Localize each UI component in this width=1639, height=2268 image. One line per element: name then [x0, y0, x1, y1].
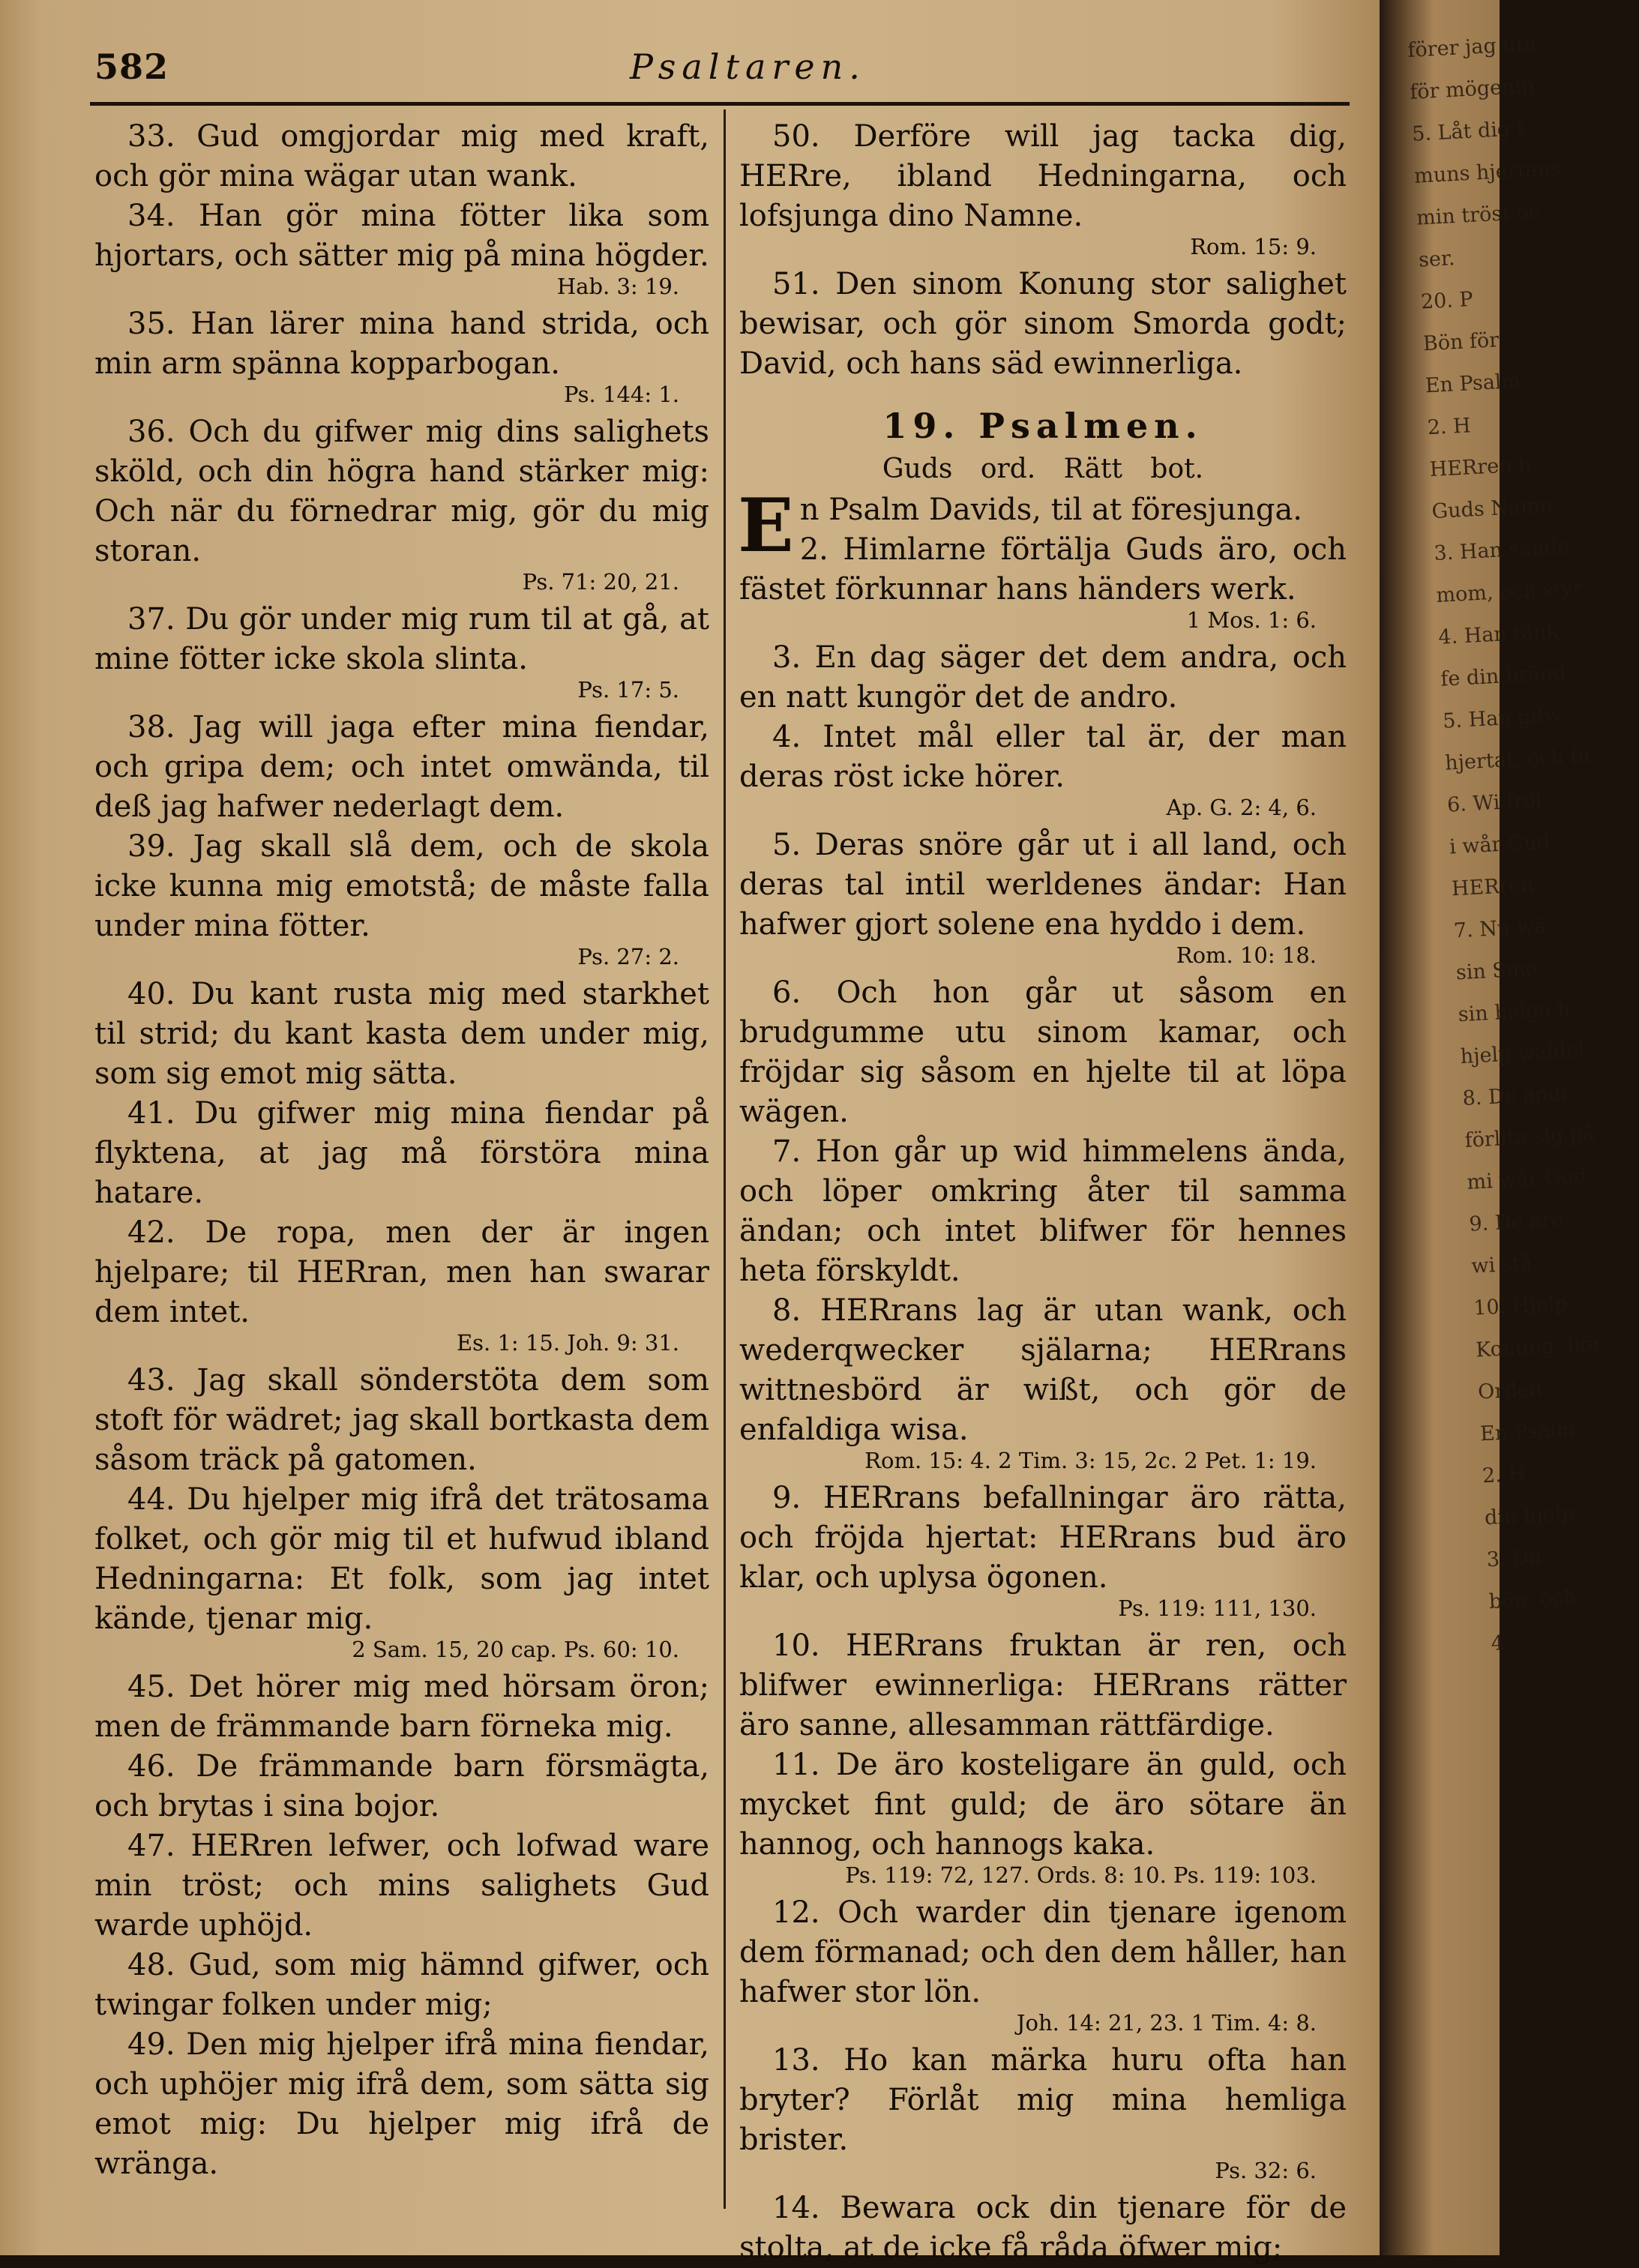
psalm-intro — [738, 483, 1347, 2268]
page-number: 582 — [94, 46, 169, 87]
adjacent-page-fragment: hjertat, och fu — [1444, 744, 1592, 775]
verse: 35. Han lärer mina hand strida, och min arm spänna kopparbogan. — [94, 307, 709, 381]
cross-reference: Ps. 119: 72, 127. Ords. 8: 10. Ps. 119: 103. — [845, 1862, 1317, 1888]
psalm-subtitle-left: Guds ord. — [882, 454, 1036, 484]
cross-reference: Ap. G. 2: 4, 6. — [1166, 795, 1317, 820]
verse: 3. En dag säger det dem andra, och en natt kungör det de andro. — [739, 640, 1347, 715]
left-column — [94, 117, 709, 2209]
verse: 9. HERrans befallningar äro rätta, och fröjda hjertat: HERrans bud äro klar, och uplysa ögonen. — [739, 1481, 1347, 1595]
verse: 48. Gud, som mig hämnd gifwer, och twingar folken under mig; — [94, 1948, 709, 2022]
verse: 47. HERren lefwer, och lofwad ware min tröst; och mins salighets Gud warde uphöjd. — [94, 1829, 709, 1943]
adjacent-page-fragment: fe din bränd — [1440, 661, 1567, 691]
running-title: Psaltaren. — [630, 46, 866, 87]
verse: 51. Den sinom Konung stor salighet bewisar, och gör sinom Smorda godt; David, och hans säd ewinnerliga. — [739, 267, 1347, 381]
adjacent-page-fragment: mom, och styr — [1435, 576, 1583, 607]
page-header — [90, 43, 1350, 97]
adjacent-page-fragment: HERren h — [1428, 453, 1533, 482]
adjacent-page-fragment: 4 — [1490, 1631, 1505, 1656]
psalm-subtitle-right: Rätt bot. — [1063, 454, 1204, 484]
psalm-19-verses — [739, 530, 1347, 2268]
psalm-18-ending — [739, 117, 1347, 384]
adjacent-page-fragment: 4. Han tänk — [1437, 619, 1560, 649]
cross-reference: Es. 1: 15. Joh. 9: 31. — [456, 1330, 679, 1356]
verse: 40. Du kant rusta mig med starkhet til strid; du kant kasta dem under mig, som sig emot mig sätta. — [94, 977, 709, 1091]
verse: 49. Den mig hjelper ifrå mina fiendar, och uphöjer mig ifrå dem, som sätta sig emot mig: Du hjelper mig ifrå de wränga. — [94, 2027, 709, 2181]
verse: 2. Himlarne förtälja Guds äro, och fästet förkunnar hans händers werk. — [739, 532, 1347, 607]
verse: 45. Det hörer mig med hörsam öron; men de främmande barn förneka mig. — [94, 1670, 709, 1744]
adjacent-page-fragment: bön, och — [1488, 1586, 1578, 1614]
verse: 7. Hon går up wid himmelens ända, och löper omkring åter til samma ändan; och intet blifwer för hennes heta förskyldt. — [739, 1134, 1347, 1288]
verse: 43. Jag skall sönderstöta dem som stoft för wädret; jag skall bortkasta dem såsom träck på gatomen. — [94, 1363, 709, 1477]
adjacent-page-fragment: sin Smo — [1455, 957, 1539, 985]
adjacent-page-fragment: 2. H — [1427, 414, 1472, 440]
cross-reference: Ps. 71: 20, 21. — [522, 569, 679, 595]
adjacent-page-fragment: 5. Han gifw — [1442, 703, 1563, 733]
cross-reference: 1 Mos. 1: 6. — [1186, 607, 1317, 633]
cross-reference: Ps. 32: 6. — [1215, 2158, 1317, 2183]
verse: 46. De främmande barn försmägta, och brytas i sina bojor. — [94, 1749, 709, 1823]
psalm-title: 19. Psalmen. — [882, 406, 1203, 446]
adjacent-page-fragment: HERren — [1451, 873, 1535, 901]
adjacent-page-fragment: förer jag uta — [1407, 32, 1537, 62]
adjacent-page-fragment: Guds Namn — [1431, 493, 1554, 524]
adjacent-page-fragment: 8. De andr — [1461, 1081, 1572, 1111]
verse: 44. Du hjelper mig ifrå det trätosama folket, och gör mig til et hufwud ibland Hedningarna: Et folk, som jag intet kände, tjenar mig. — [94, 1482, 709, 1636]
verse: 50. Derföre will jag tacka dig, HERre, ibland Hedningarna, och lofsjunga dino Namne. — [739, 119, 1347, 233]
adjacent-page-fragment: wi stå — [1470, 1251, 1533, 1278]
adjacent-page-fragment: din hjelp — [1484, 1502, 1575, 1530]
adjacent-page-fragment: för mögenin — [1409, 74, 1536, 104]
verse: 41. Du gifwer mig mina fiendar på flyktena, at jag må förstöra mina hatare. — [94, 1096, 709, 1210]
cross-reference: Ps. 119: 111, 130. — [1118, 1595, 1317, 1621]
psalm-subtitle — [739, 448, 1347, 490]
psalm-intro-text: n Psalm Davids, til at föresjunga. — [799, 493, 1303, 527]
adjacent-page-fragment: 7. Nu wä — [1453, 914, 1547, 943]
verse: 42. De ropa, men der är ingen hjelpare; til HERran, men han swarar dem intet. — [94, 1215, 709, 1329]
adjacent-page-fragment: hjelp wäldel — [1459, 1038, 1586, 1069]
adjacent-page-fragment: i wår Gud — [1449, 830, 1551, 859]
verse: 37. Du gör under mig rum til at gå, at mine fötter icke skola slinta. — [94, 602, 709, 676]
adjacent-page-edge — [1380, 0, 1603, 2255]
cross-reference: Ps. 144: 1. — [563, 382, 679, 407]
cross-reference: 2 Sam. 15, 20 cap. Ps. 60: 10. — [352, 1637, 679, 1662]
adjacent-page-fragment: min tröst oc — [1416, 200, 1541, 230]
adjacent-page-fragment: 3. Han sände — [1433, 535, 1570, 566]
adjacent-page-fragment: Konung, hör — [1475, 1332, 1603, 1362]
adjacent-page-fragment: förlita sig på — [1464, 1122, 1596, 1152]
adjacent-page-fragment: ser. — [1418, 247, 1456, 272]
verse: 34. Han gör mina fötter lika som hjortars, och sätter mig på mina högder. — [94, 199, 709, 273]
adjacent-page-fragment: sin helga h — [1458, 997, 1572, 1027]
cross-reference: Hab. 3: 19. — [556, 274, 679, 299]
verse: 12. Och warder din tjenare igenom dem förmanad; och den dem håller, han hafwer stor lön. — [739, 1895, 1347, 2009]
adjacent-page-fragment: 6. Wi fröj — [1446, 788, 1543, 817]
dropcap-letter: E — [738, 483, 794, 569]
verse: 36. Och du gifwer mig dins salighets sköld, och din högra hand stärker mig: Och när du förnedrar mig, gör du mig storan. — [94, 415, 709, 568]
adjacent-page-fragment: 9. De äro — [1468, 1208, 1564, 1236]
adjacent-page-fragment: 5. Låt dig t — [1411, 116, 1526, 146]
cross-reference: Ps. 27: 2. — [577, 944, 679, 969]
cross-reference: Rom. 15: 4. 2 Tim. 3: 15, 2c. 2 Pet. 1: 19. — [864, 1448, 1317, 1473]
verse: 6. Och hon går ut såsom en brudgumme utu sinom kamar, och fröjdar sig såsom en hjelte til at löpa wägen. — [739, 975, 1347, 1129]
cross-reference: Rom. 10: 18. — [1176, 942, 1317, 968]
verse: 33. Gud omgjordar mig med kraft, och gör mina wägar utan wank. — [94, 119, 709, 193]
adjacent-page-fragment: 2. H — [1482, 1462, 1527, 1488]
verse: 39. Jag skall slå dem, och de skola icke kunna mig emotstå; de måste falla under mina fötter. — [94, 829, 709, 943]
right-column — [738, 117, 1347, 2265]
verse: 8. HERrans lag är utan wank, och wederqwecker själarna; HERrans wittnesbörd är wißt, och gör de enfaldiga wisa. — [739, 1293, 1347, 1447]
adjacent-page-fragment: 3. Du — [1486, 1545, 1543, 1572]
adjacent-page-fragment: En Psalm — [1425, 369, 1521, 398]
cross-reference: Rom. 15: 9. — [1190, 234, 1317, 259]
verse: 13. Ho kan märka huru ofta han bryter? Förlåt mig mina hemliga brister. — [739, 2043, 1347, 2157]
verse: 5. Deras snöre går ut i all land, och deras tal intil werldenes ändar: Han hafwer gjort solene ena hyddo i dem. — [739, 828, 1347, 942]
cross-reference: Ps. 17: 5. — [577, 677, 679, 703]
verse: 4. Intet mål eller tal är, der man deras röst icke hörer. — [739, 720, 1347, 794]
cross-reference: Joh. 14: 21, 23. 1 Tim. 4: 8. — [1016, 2010, 1317, 2036]
adjacent-page-fragment: mi wår Gud — [1466, 1164, 1587, 1194]
verse: 11. De äro kosteligare än guld, och mycket fint guld; de äro sötare än hannog, och hannogs kaka. — [739, 1748, 1347, 1862]
adjacent-page-fragment: 20. P — [1420, 287, 1474, 314]
adjacent-page-text — [1407, 25, 1603, 1665]
verse: 10. HERrans fruktan är ren, och blifwer ewinnerliga: HERrans rätter äro sanne, allesamman rättfärdige. — [739, 1628, 1347, 1742]
adjacent-page-fragment: Bön för — [1422, 328, 1500, 356]
column-divider — [724, 109, 726, 2209]
verse: 38. Jag will jaga efter mina fiendar, och gripa dem; och intet omwända, til deß jag hafwer nederlagt dem. — [94, 710, 709, 824]
adjacent-page-fragment: Orden — [1477, 1377, 1543, 1404]
adjacent-page-fragment: 10. Hjelp — [1473, 1292, 1569, 1320]
header-rule — [90, 102, 1350, 106]
adjacent-page-fragment: En Psalm — [1479, 1417, 1577, 1446]
adjacent-page-fragment: muns hjertans — [1413, 157, 1562, 188]
verse: 14. Bewara ock din tjenare för de stolta, at de icke få råda öfwer mig; — [739, 2191, 1347, 2265]
